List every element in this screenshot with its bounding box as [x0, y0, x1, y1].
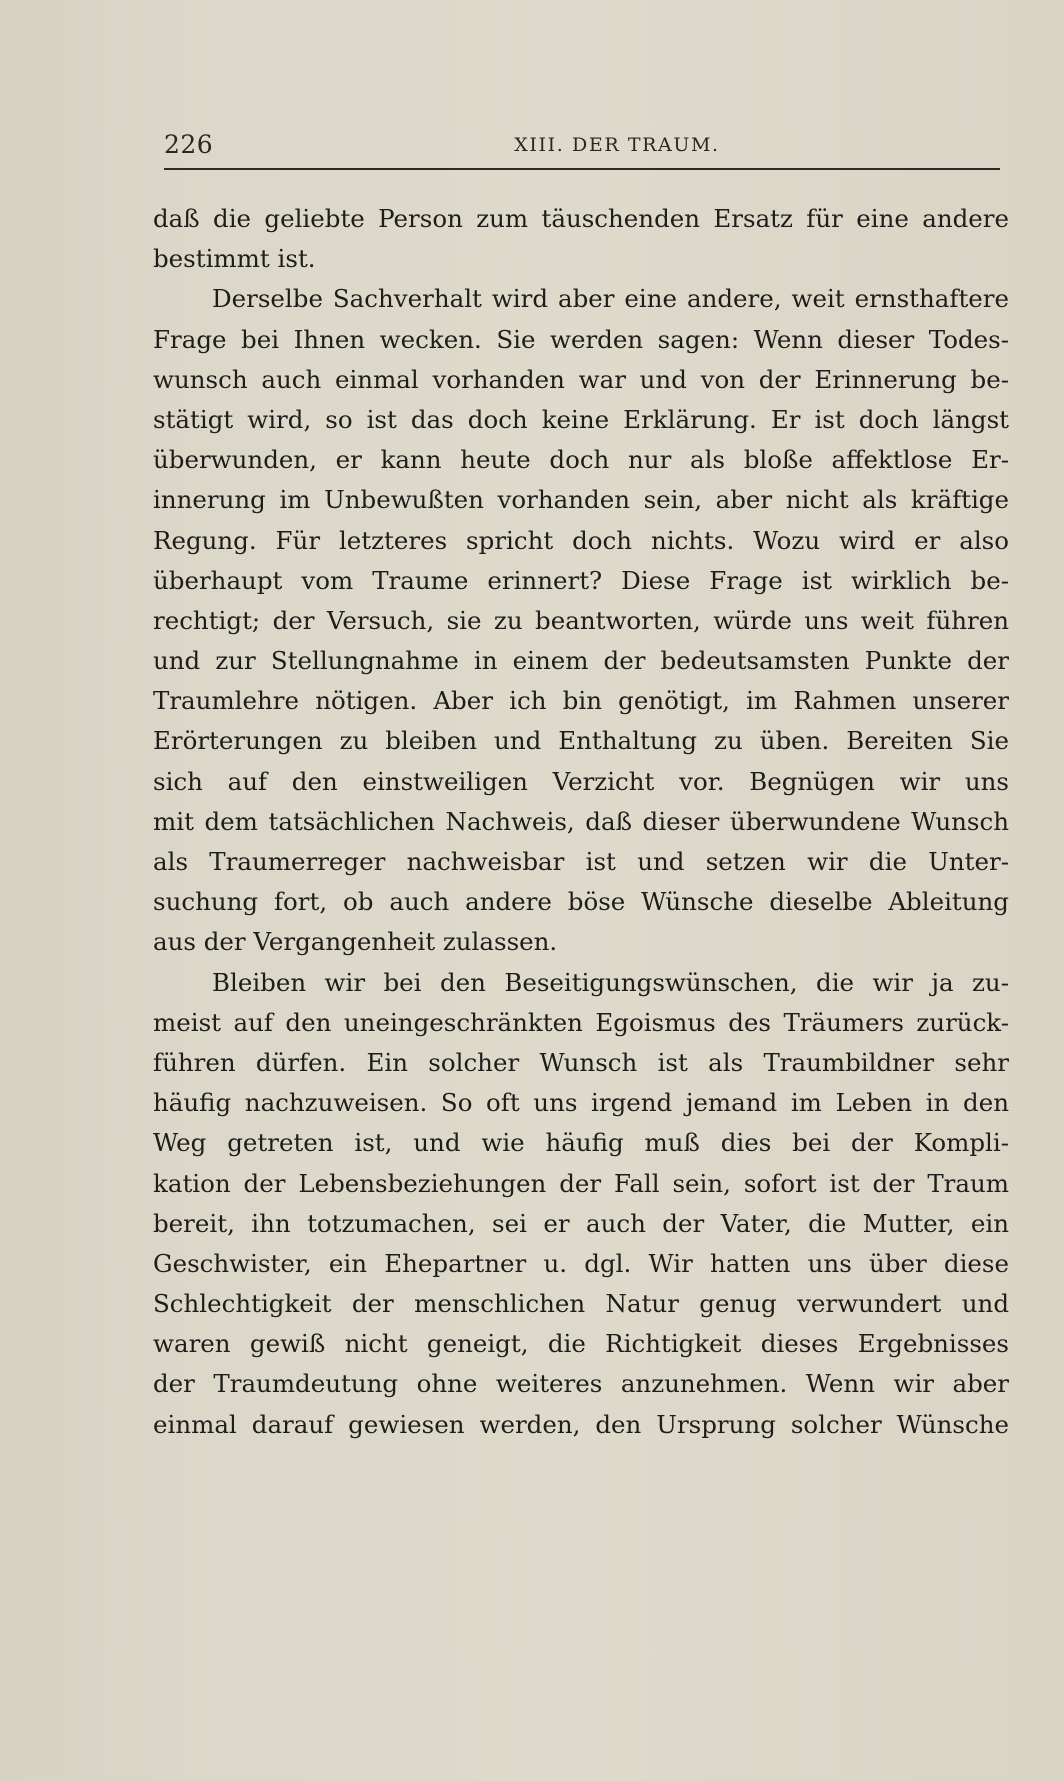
- text-line: einmal darauf gewiesen werden, den Ursprung solcher Wünsche: [153, 1409, 1009, 1439]
- text-line: Erörterungen zu bleiben und Enthaltung zu üben. Bereiten Sie: [153, 726, 1009, 756]
- page-header: [164, 130, 1000, 164]
- text-line: sich auf den einstweiligen Verzicht vor. Begnügen wir uns: [153, 766, 1009, 796]
- body-text: [153, 199, 1009, 1445]
- text-line: stätigt wird, so ist das doch keine Erklärung. Er ist doch längst: [153, 404, 1009, 434]
- text-line: Geschwister, ein Ehepartner u. dgl. Wir hatten uns über diese: [153, 1248, 1009, 1278]
- text-line: führen dürfen. Ein solcher Wunsch ist als Traumbildner sehr: [153, 1047, 1009, 1077]
- text-line: suchung fort, ob auch andere böse Wünsche dieselbe Ableitung: [153, 887, 1009, 917]
- text-line: häufig nachzuweisen. So oft uns irgend jemand im Leben in den: [153, 1088, 1009, 1118]
- text-line: aus der Vergangenheit zulassen.: [153, 927, 558, 957]
- text-line: der Traumdeutung ohne weiteres anzunehmen. Wenn wir aber: [153, 1369, 1009, 1399]
- text-line: bereit, ihn totzumachen, sei er auch der Vater, die Mutter, ein: [153, 1208, 1009, 1238]
- header-rule: [164, 168, 1000, 170]
- text-line: Derselbe Sachverhalt wird aber eine andere, weit ernsthaftere: [212, 284, 1009, 314]
- running-head: XIII. DER TRAUM.: [514, 134, 720, 156]
- text-line: Regung. Für letzteres spricht doch nichts. Wozu wird er also: [153, 525, 1009, 555]
- text-line: wunsch auch einmal vorhanden war und von der Erinnerung be-: [153, 364, 1009, 394]
- text-line: innerung im Unbewußten vorhanden sein, aber nicht als kräftige: [153, 485, 1009, 515]
- text-line: Traumlehre nötigen. Aber ich bin genötigt, im Rahmen unserer: [153, 686, 1009, 716]
- text-line: überhaupt vom Traume erinnert? Diese Frage ist wirklich be-: [153, 565, 1009, 595]
- text-line: rechtigt; der Versuch, sie zu beantworten, würde uns weit führen: [153, 605, 1009, 635]
- text-line: Frage bei Ihnen wecken. Sie werden sagen: Wenn dieser Todes-: [153, 324, 1009, 354]
- text-line: kation der Lebensbeziehungen der Fall sein, sofort ist der Traum: [153, 1168, 1009, 1198]
- text-line: mit dem tatsächlichen Nachweis, daß dieser überwundene Wunsch: [153, 806, 1009, 836]
- text-line: Weg getreten ist, und wie häufig muß dies bei der Kompli-: [153, 1128, 1009, 1158]
- text-line: waren gewiß nicht geneigt, die Richtigkeit dieses Ergebnisses: [153, 1329, 1009, 1359]
- text-line: und zur Stellungnahme in einem der bedeutsamsten Punkte der: [153, 646, 1009, 676]
- text-line: Bleiben wir bei den Beseitigungswünschen, die wir ja zu-: [212, 967, 1009, 997]
- page-number: 226: [164, 130, 214, 159]
- text-line: als Traumerreger nachweisbar ist und setzen wir die Unter-: [153, 847, 1009, 876]
- text-line: meist auf den uneingeschränkten Egoismus des Träumers zurück-: [153, 1007, 1009, 1037]
- text-line: überwunden, er kann heute doch nur als bloße affektlose Er-: [153, 445, 1009, 475]
- text-line: daß die geliebte Person zum täuschenden Ersatz für eine andere: [153, 204, 1009, 233]
- text-line: bestimmt ist.: [153, 244, 316, 274]
- text-line: Schlechtigkeit der menschlichen Natur genug verwundert und: [153, 1289, 1009, 1319]
